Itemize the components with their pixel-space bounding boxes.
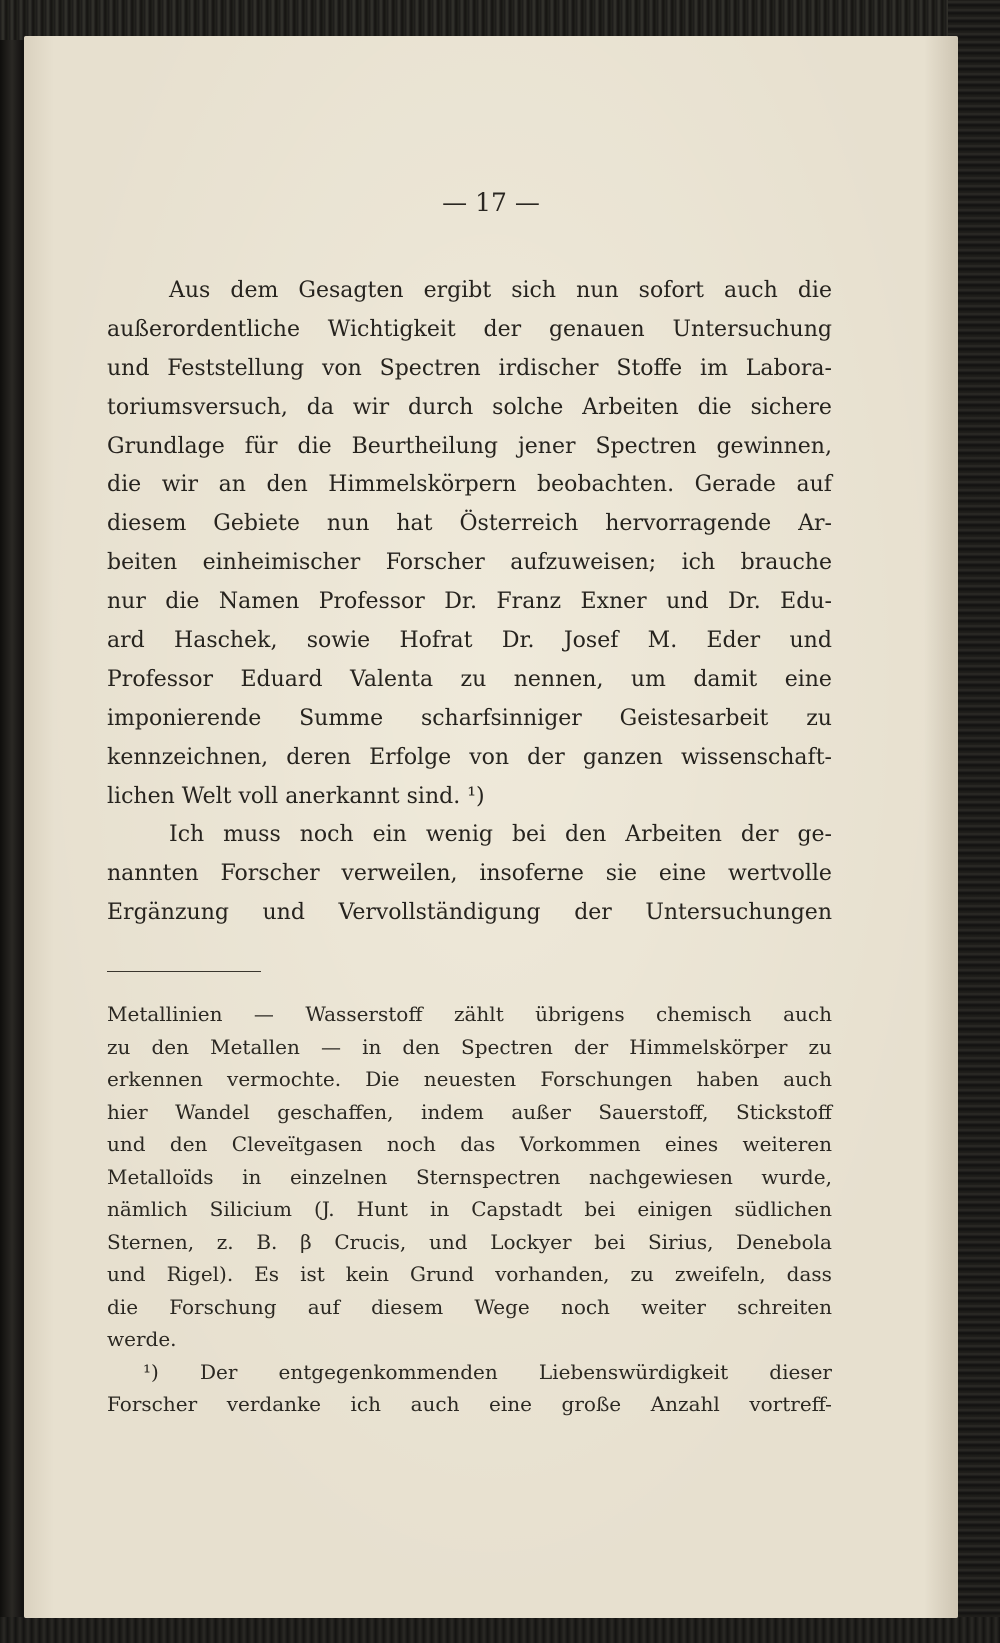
- word: Spectren: [461, 1034, 553, 1059]
- word: Grundlage: [107, 433, 225, 459]
- word: und: [107, 1262, 146, 1286]
- word: Erfolge: [369, 744, 452, 770]
- word: β: [300, 1229, 312, 1254]
- word: Dr.: [501, 628, 535, 654]
- word: Forscher: [385, 550, 485, 576]
- word: Cleveïtgasen: [231, 1132, 363, 1156]
- word: Professor: [318, 589, 425, 615]
- word: schreiten: [737, 1294, 832, 1319]
- word: ich: [681, 550, 716, 576]
- word: wenig: [425, 822, 493, 848]
- text-line: [107, 505, 832, 544]
- word: Sirius,: [647, 1229, 714, 1254]
- word: wurde,: [761, 1164, 832, 1189]
- word: beiten: [107, 550, 178, 576]
- footnote-line: [107, 1063, 832, 1096]
- word: und: [789, 628, 832, 654]
- word: Exner: [580, 589, 647, 615]
- word: Dr.: [728, 589, 761, 615]
- footnote-line: [107, 1031, 832, 1064]
- word: Forschungen: [540, 1067, 673, 1091]
- word: Franz: [496, 589, 562, 615]
- word: Edu-: [780, 589, 832, 615]
- word: den: [266, 472, 308, 498]
- word: ¹): [143, 1359, 159, 1384]
- word: Eduard: [240, 666, 323, 692]
- word: da: [306, 394, 334, 420]
- word: Untersuchungen: [645, 900, 832, 926]
- word: beobachten.: [537, 472, 675, 498]
- word: wissenschaft-: [681, 744, 832, 770]
- word: Silicium: [209, 1197, 293, 1221]
- text-line: [107, 816, 832, 855]
- word: die: [107, 1294, 139, 1319]
- footnote-line: [107, 1291, 832, 1324]
- word: —: [253, 1002, 274, 1026]
- word: z.: [216, 1229, 234, 1254]
- footnote-line: [107, 998, 832, 1031]
- word: haben: [696, 1067, 759, 1091]
- word: Spectren: [379, 355, 481, 381]
- word: Arbeiten: [582, 394, 679, 420]
- word: zu: [460, 666, 487, 692]
- word: Metallen: [210, 1034, 300, 1059]
- word: durch: [408, 394, 474, 420]
- word: eine: [784, 666, 832, 692]
- word: wir: [352, 394, 390, 420]
- word: solche: [492, 394, 564, 420]
- word: bei: [594, 1229, 626, 1254]
- word: Spectren: [595, 433, 697, 459]
- word: Liebenswürdigkeit: [538, 1359, 729, 1384]
- word: diesem: [371, 1294, 444, 1319]
- word: der: [527, 744, 565, 770]
- word: toriumsversuch,: [107, 394, 288, 420]
- word: Vorkommen: [519, 1132, 641, 1156]
- footnote-line: [107, 1128, 832, 1161]
- footnote-line: [107, 1226, 832, 1259]
- word: zu: [630, 1262, 654, 1286]
- word: Gerade: [694, 472, 776, 498]
- word: aufzuweisen;: [510, 550, 657, 576]
- word: chemisch: [656, 1002, 752, 1026]
- text-line: [107, 428, 832, 467]
- footnote-line: [107, 1161, 832, 1194]
- footnote-line: [107, 1193, 832, 1226]
- word: die: [107, 472, 142, 498]
- word: ganzen: [582, 744, 663, 770]
- text-line: [107, 350, 832, 389]
- word: von: [321, 355, 362, 381]
- word: bei: [584, 1197, 616, 1221]
- word: und: [666, 589, 709, 615]
- word: hier: [107, 1099, 148, 1124]
- word: große: [561, 1392, 622, 1416]
- word: der: [740, 822, 779, 848]
- footnote-separator: [107, 971, 261, 972]
- word: nämlich: [107, 1197, 188, 1221]
- word: noch: [560, 1294, 610, 1319]
- word: den: [151, 1034, 190, 1059]
- word: ergibt: [423, 278, 492, 303]
- text-line: [107, 700, 832, 739]
- word: nur: [107, 589, 146, 615]
- word: auf: [796, 472, 832, 498]
- text-line: [107, 855, 832, 894]
- word: ich: [350, 1392, 382, 1416]
- word: sowie: [306, 628, 371, 654]
- word: auch: [724, 278, 778, 303]
- word: Hunt: [356, 1197, 408, 1221]
- word: im: [700, 355, 728, 381]
- word: Himmelskörper: [629, 1034, 788, 1059]
- word: auf: [307, 1294, 340, 1319]
- word: Beurtheilung: [351, 433, 499, 459]
- word: Österreich: [459, 511, 579, 537]
- text-line: [107, 583, 832, 622]
- word: Rigel).: [166, 1262, 234, 1286]
- text-line: [107, 894, 832, 933]
- word: deren: [286, 744, 352, 770]
- word: dieser: [769, 1359, 832, 1384]
- word: sofort: [638, 278, 704, 303]
- word: wertvolle: [727, 861, 832, 887]
- word: vortreff-: [749, 1392, 832, 1416]
- word: Capstadt: [471, 1197, 563, 1221]
- word: Dr.: [444, 589, 477, 615]
- word: Ergänzung: [107, 900, 229, 926]
- word: den: [565, 822, 607, 848]
- word: erkennen: [107, 1067, 203, 1091]
- word: zu: [806, 705, 832, 731]
- word: ein: [372, 822, 407, 848]
- footnote-line: [107, 1388, 832, 1421]
- word: Der: [199, 1359, 238, 1384]
- word: Aus: [169, 278, 211, 303]
- word: an: [218, 472, 246, 498]
- word: auch: [783, 1067, 832, 1091]
- word: diesem: [107, 511, 187, 537]
- word: Arbeiten: [625, 822, 722, 848]
- word: kein: [345, 1262, 389, 1286]
- word: und: [107, 355, 150, 381]
- footnote-line: [107, 1096, 832, 1129]
- word: hat: [396, 511, 433, 537]
- word: Wichtigkeit: [327, 316, 456, 342]
- word: Metalloïds: [107, 1164, 214, 1189]
- word: Metallinien: [107, 1002, 223, 1026]
- word: verweilen,: [341, 861, 458, 887]
- word: vermochte.: [227, 1067, 342, 1091]
- word: ge-: [797, 822, 832, 848]
- word: Forscher: [220, 861, 320, 887]
- word: genauen: [548, 316, 645, 342]
- word: Stickstoff: [735, 1099, 832, 1124]
- word: entgegenkommenden: [278, 1359, 498, 1384]
- word: Wandel: [175, 1099, 250, 1124]
- word: die: [297, 433, 332, 459]
- word: ard: [107, 628, 145, 654]
- word: Gesagten: [298, 278, 404, 303]
- word: zweifeln,: [674, 1262, 766, 1286]
- word: irdischer: [498, 355, 599, 381]
- word: Untersuchung: [672, 316, 832, 342]
- word: noch: [299, 822, 354, 848]
- word: eines: [664, 1132, 719, 1156]
- word: Forscher: [107, 1392, 198, 1416]
- word: einheimischer: [202, 550, 361, 576]
- footnote-line: [107, 1356, 832, 1389]
- word: außer: [511, 1099, 571, 1124]
- word: Die: [365, 1067, 400, 1091]
- word: insoferne: [479, 861, 584, 887]
- word: Wege: [474, 1294, 530, 1319]
- word: vorhanden,: [495, 1262, 610, 1286]
- word: die: [797, 278, 832, 303]
- footnotes: [107, 998, 832, 1421]
- word: dass: [786, 1262, 832, 1286]
- word: den: [402, 1034, 440, 1059]
- word: Stoffe: [616, 355, 683, 381]
- word: Grund: [409, 1262, 475, 1286]
- word: übrigens: [535, 1002, 625, 1026]
- word: Summe: [299, 705, 384, 731]
- word: verdanke: [226, 1392, 321, 1416]
- word: das: [460, 1132, 496, 1156]
- word: bei: [511, 822, 547, 848]
- word: Himmelskörpern: [328, 472, 517, 498]
- text-line: [107, 622, 832, 661]
- word: außerordentliche: [107, 316, 300, 342]
- word: gewinnen,: [716, 433, 832, 459]
- word: nachgewiesen: [588, 1164, 733, 1189]
- word: indem: [420, 1099, 484, 1124]
- word: Gebiete: [213, 511, 300, 537]
- word: Geistesarbeit: [619, 705, 769, 731]
- word: Ich: [169, 822, 205, 848]
- word: neuesten: [423, 1067, 517, 1091]
- word: den: [169, 1132, 208, 1156]
- word: zu: [808, 1034, 832, 1059]
- word: wir: [161, 472, 199, 498]
- word: nannten: [107, 861, 199, 887]
- word: Valenta: [349, 666, 434, 692]
- text-line: [107, 466, 832, 505]
- word: der: [574, 900, 612, 926]
- book-cover-bottom-edge: [0, 1617, 1000, 1643]
- page-number: — 17 —: [442, 188, 540, 217]
- word: Anzahl: [650, 1392, 720, 1416]
- word: einzelnen: [289, 1164, 388, 1189]
- word: dem: [230, 278, 279, 303]
- word: auch: [783, 1002, 832, 1026]
- word: Sternspectren: [415, 1164, 561, 1189]
- word: die: [697, 394, 732, 420]
- word: Sauerstoff,: [598, 1099, 709, 1124]
- text-line: lichen Welt voll anerkannt sind. ¹): [107, 783, 485, 809]
- word: —: [320, 1034, 341, 1059]
- word: und: [428, 1229, 468, 1254]
- word: sie: [605, 861, 638, 887]
- word: nennen,: [513, 666, 604, 692]
- word: in: [362, 1034, 382, 1059]
- word: in: [242, 1164, 262, 1189]
- word: M.: [647, 628, 678, 654]
- word: Forschung: [169, 1294, 277, 1319]
- footnote-line: [107, 1258, 832, 1291]
- word: jener: [517, 433, 576, 459]
- text-line: [107, 272, 832, 311]
- text-line: [107, 389, 832, 428]
- word: weiter: [641, 1294, 706, 1319]
- word: brauche: [740, 550, 832, 576]
- text-line: [107, 544, 832, 583]
- text-line: [107, 661, 832, 700]
- word: scharfsinniger: [420, 705, 582, 731]
- word: auch: [410, 1392, 460, 1416]
- word: Eder: [706, 628, 761, 654]
- word: zu: [107, 1034, 131, 1059]
- paper-page: [24, 36, 958, 1618]
- word: die: [165, 589, 200, 615]
- word: damit: [693, 666, 758, 692]
- word: Denebola: [736, 1229, 832, 1254]
- word: geschaffen,: [277, 1099, 394, 1124]
- book-cover-top-edge: [0, 0, 1000, 40]
- word: der: [483, 316, 522, 342]
- word: Professor: [107, 666, 214, 692]
- footnote-line: werde.: [107, 1327, 177, 1351]
- word: Lockyer: [490, 1229, 572, 1254]
- word: Hofrat: [399, 628, 473, 654]
- word: imponierende: [107, 705, 262, 731]
- word: weiteren: [742, 1132, 832, 1156]
- word: Feststellung: [167, 355, 305, 381]
- word: Josef: [563, 628, 619, 654]
- main-text: [107, 272, 832, 933]
- word: Es: [254, 1262, 280, 1286]
- word: sich: [511, 278, 557, 303]
- word: für: [244, 433, 278, 459]
- word: einigen: [637, 1197, 713, 1221]
- word: nun: [576, 278, 619, 303]
- word: eine: [658, 861, 707, 887]
- word: Crucis,: [334, 1229, 407, 1254]
- word: der: [573, 1034, 609, 1059]
- word: und: [262, 900, 305, 926]
- word: sichere: [750, 394, 832, 420]
- word: um: [630, 666, 666, 692]
- word: südlichen: [734, 1197, 832, 1221]
- word: in: [429, 1197, 450, 1221]
- word: ist: [300, 1262, 325, 1286]
- word: Ar-: [798, 511, 832, 537]
- word: kennzeichnen,: [107, 744, 269, 770]
- word: Haschek,: [174, 628, 278, 654]
- text-line: [107, 311, 832, 350]
- word: zählt: [453, 1002, 504, 1026]
- word: von: [469, 744, 510, 770]
- word: muss: [223, 822, 281, 848]
- text-line: [107, 739, 832, 778]
- word: eine: [489, 1392, 532, 1416]
- word: Wasserstoff: [305, 1002, 423, 1026]
- word: Vervollständigung: [338, 900, 541, 926]
- word: Sternen,: [107, 1229, 195, 1254]
- word: Labora-: [745, 355, 832, 381]
- word: und: [107, 1132, 146, 1156]
- word: Namen: [218, 589, 300, 615]
- word: hervorragende: [605, 511, 772, 537]
- word: (J.: [314, 1197, 335, 1221]
- word: B.: [256, 1229, 278, 1254]
- word: nun: [326, 511, 370, 537]
- word: noch: [386, 1132, 436, 1156]
